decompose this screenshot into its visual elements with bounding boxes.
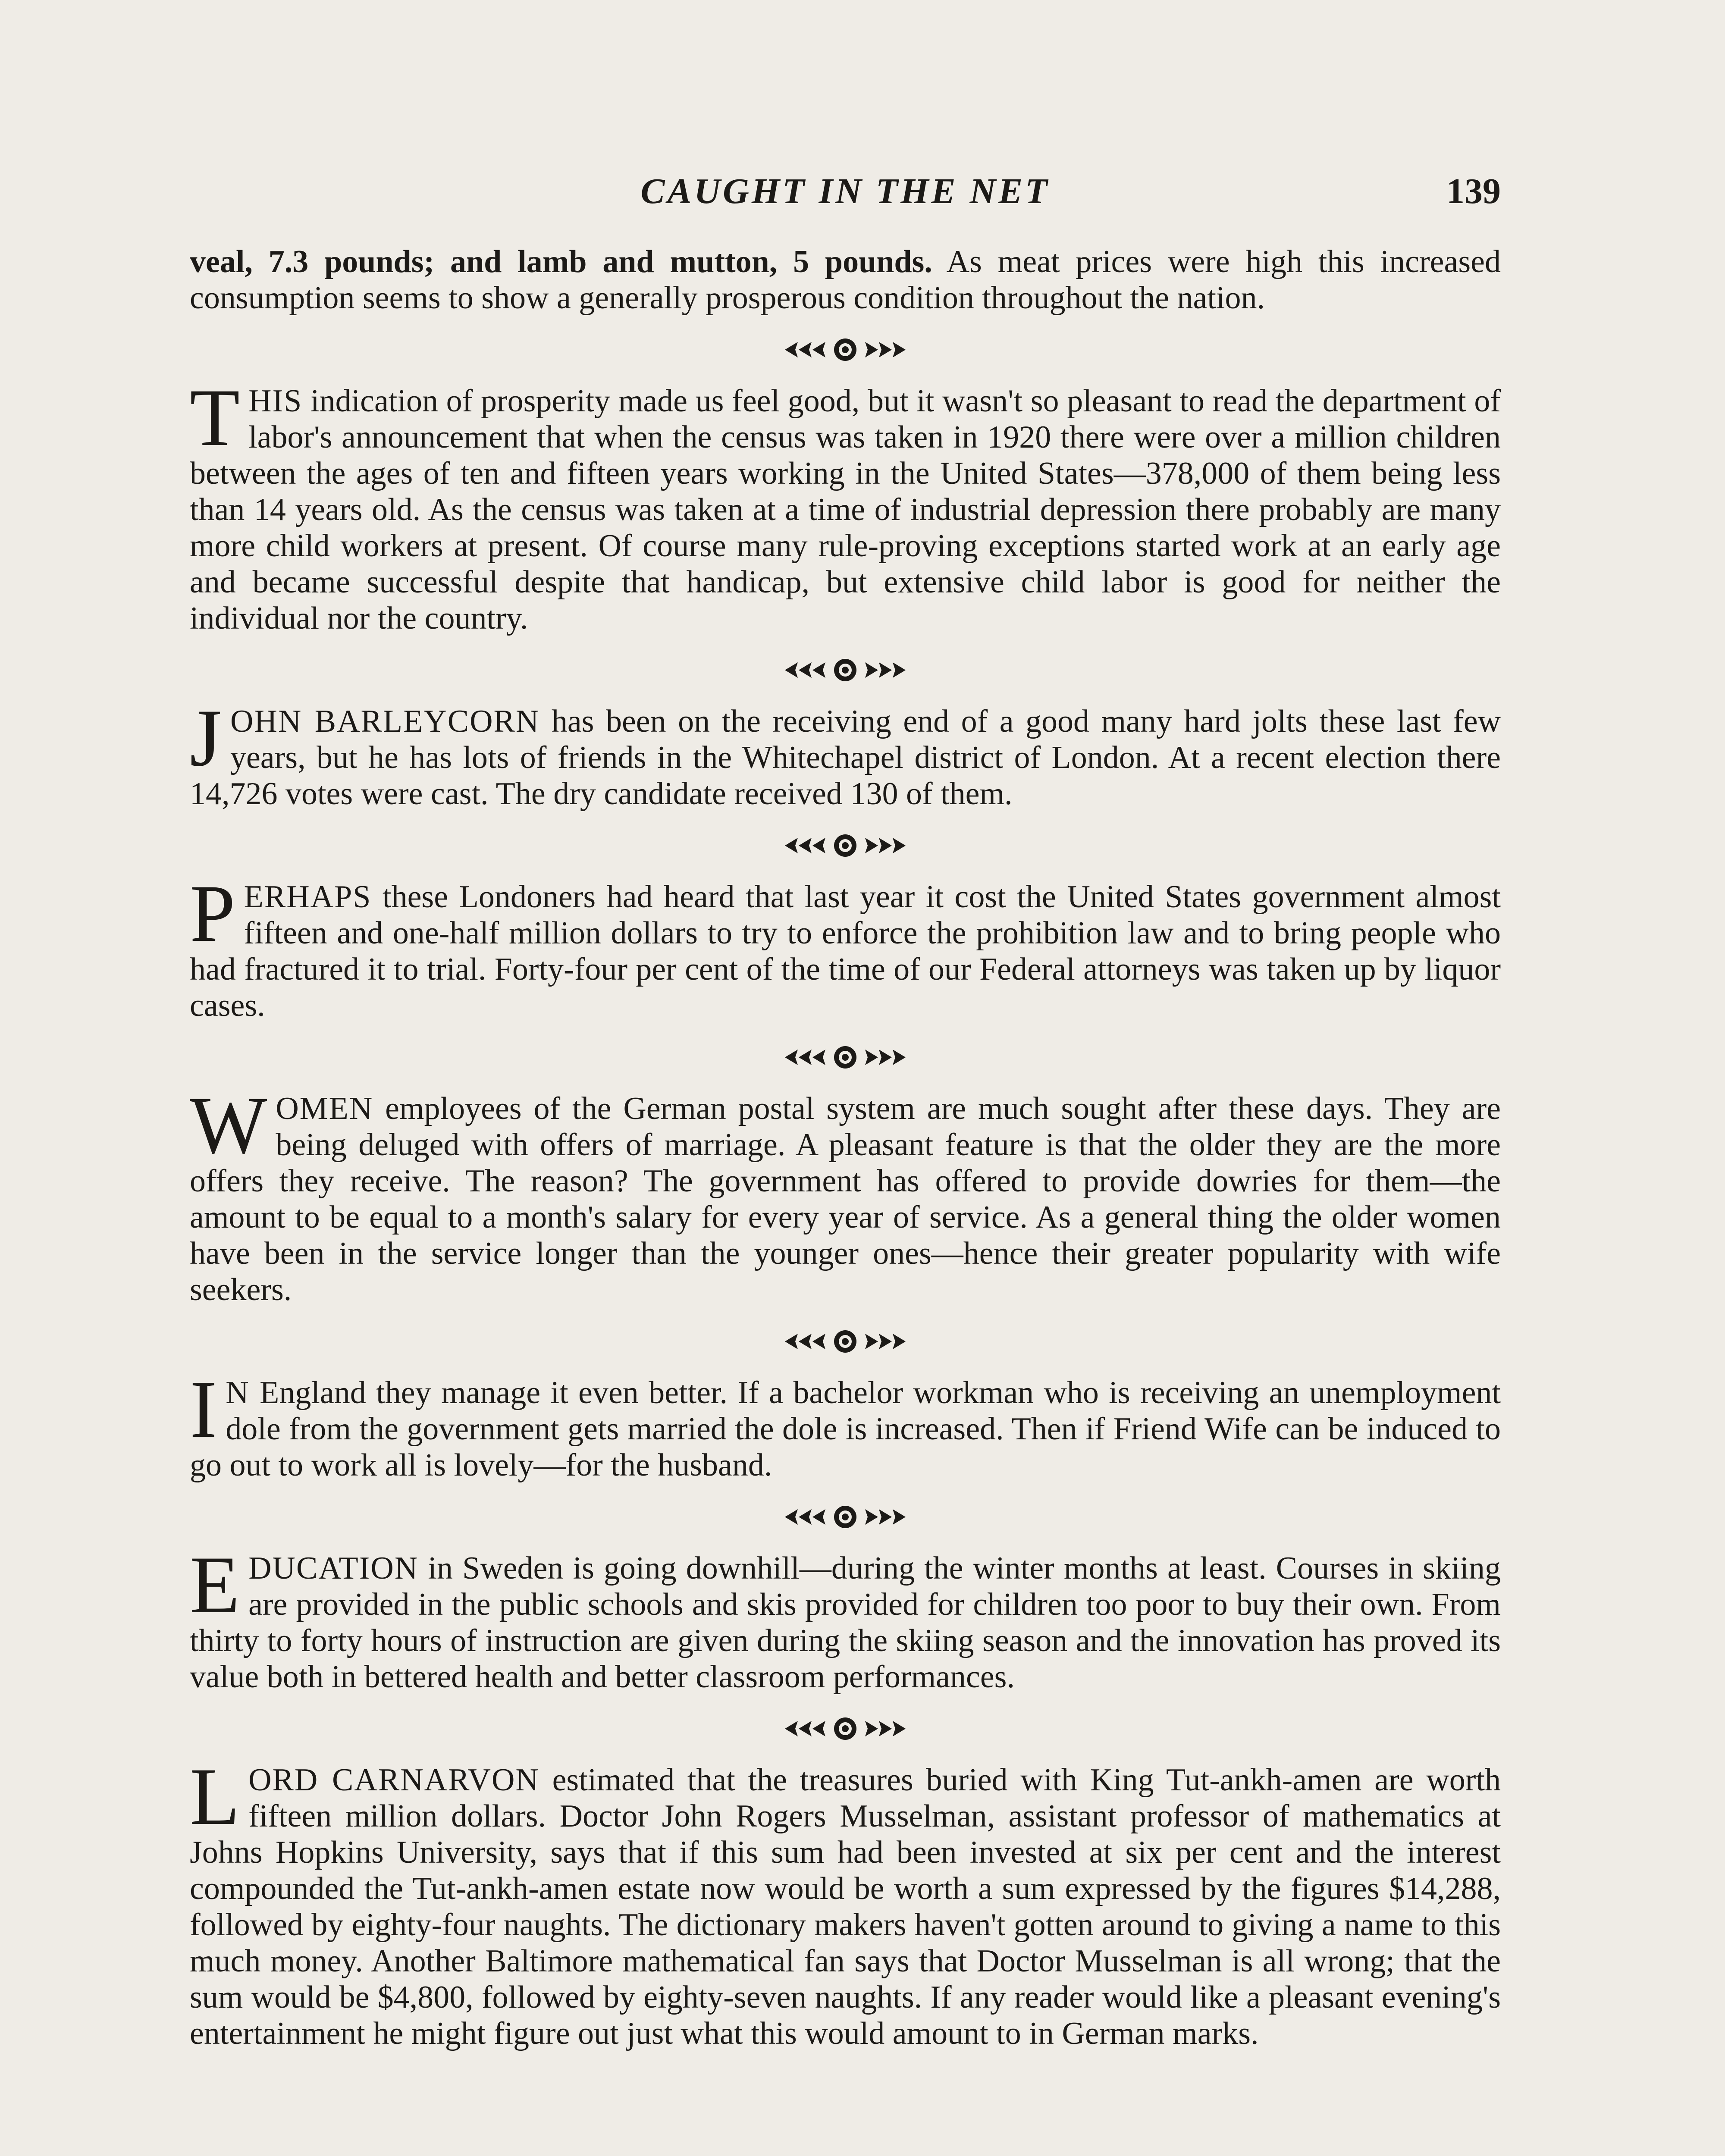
item-text: estimated that the treasures buried with King Tut-ankh-amen are worth fifteen million dollars. Doctor John Rogers Musselman, assistant professor of mathematics at Johns Hopkins University, says that if this sum had been invested at six per cent and the interest compounded the Tut-ankh-amen estate now would be worth a sum expressed by the figures $14,288, followed by eighty-four naughts. The dictionary makers haven't gotten around to giving a name to this much money. Another Baltimore mathematical fan says that Doctor Musselman is all wrong; that the sum would be $4,800, followed by eighty-seven naughts. If any reader would like a pleasant evening's entertainment he might figure out just what this would amount to in German marks. bbox=[190, 1762, 1501, 2051]
page-header bbox=[190, 170, 1501, 222]
section-ornament bbox=[190, 1695, 1501, 1762]
item-text: England they manage it even better. If a bachelor workman who is receiving an unemployment dole from the government gets married the dole is increased. Then if Friend Wife can be induced to go out to work all is lovely—for the husband. bbox=[190, 1375, 1501, 1483]
drop-cap: J bbox=[190, 693, 222, 783]
running-title: CAUGHT IN THE NET bbox=[640, 171, 1050, 211]
drop-cap: W bbox=[190, 1080, 267, 1171]
news-item bbox=[190, 1540, 1501, 1695]
item-lead: ERHAPS bbox=[244, 879, 372, 915]
section-ornament bbox=[190, 812, 1501, 879]
floral-ornament-icon bbox=[781, 1504, 910, 1530]
item-text: indication of prosperity made us feel good, but it wasn't so pleasant to read the department of labor's announcement that when the census was taken in 1920 there were over a million children between the ages of ten and fifteen years working in the United States—378,000 of them being less than 14 years old. As the census was taken at a time of industrial depression there probably are many more child workers at present. Of course many rule-proving exceptions started work at an early age and became successful despite that handicap, but extensive child labor is good for neither the individual nor the country. bbox=[190, 383, 1501, 636]
news-item bbox=[190, 1080, 1501, 1308]
item-lead: DUCATION bbox=[248, 1551, 419, 1586]
news-item bbox=[190, 1752, 1501, 2052]
section-ornament bbox=[190, 1024, 1501, 1091]
floral-ornament-icon bbox=[781, 657, 910, 683]
page-number: 139 bbox=[1446, 171, 1501, 211]
page-body bbox=[190, 244, 1501, 2052]
continued-paragraph bbox=[190, 244, 1501, 316]
floral-ornament-icon bbox=[781, 1329, 910, 1354]
news-item bbox=[190, 693, 1501, 812]
section-ornament bbox=[190, 316, 1501, 383]
drop-cap: E bbox=[190, 1540, 240, 1630]
news-item bbox=[190, 373, 1501, 636]
section-ornament bbox=[190, 1308, 1501, 1375]
item-text: employees of the German postal system are much sought after these days. They are being deluged with offers of marriage. A pleasant feature is that the older they are the more offers they receive. The reason? The government has offered to provide dowries for them—the amount to be equal to a month's salary for every year of service. As a general thing the older women have been in the service longer than the younger ones—hence their greater popularity with wife seekers. bbox=[190, 1091, 1501, 1307]
continued-paragraph-lead: veal, 7.3 pounds; and lamb and mutton, 5 pounds. bbox=[190, 244, 932, 279]
item-text: has been on the receiving end of a good many hard jolts these last few years, but he has lots of friends in the Whitechapel district of London. At a recent election there 14,726 votes were cast. The dry candidate received 130 of them. bbox=[190, 704, 1501, 812]
section-ornament bbox=[190, 1483, 1501, 1550]
continued-paragraph-text: As meat prices were high this increased consumption seems to show a generally prosperous condition throughout the nation. bbox=[190, 244, 1501, 316]
news-item bbox=[190, 1364, 1501, 1483]
item-lead: OMEN bbox=[276, 1091, 373, 1126]
news-item bbox=[190, 868, 1501, 1024]
floral-ornament-icon bbox=[781, 833, 910, 859]
section-ornament bbox=[190, 636, 1501, 703]
floral-ornament-icon bbox=[781, 337, 910, 363]
drop-cap: L bbox=[190, 1752, 240, 1842]
item-lead: N bbox=[226, 1375, 250, 1410]
floral-ornament-icon bbox=[781, 1044, 910, 1070]
item-lead: ORD CARNARVON bbox=[248, 1762, 539, 1798]
item-lead: HIS bbox=[248, 383, 303, 419]
drop-cap: I bbox=[190, 1364, 217, 1455]
floral-ornament-icon bbox=[781, 1716, 910, 1742]
item-text: these Londoners had heard that last year it cost the United States government almost fifteen and one-half million dollars to try to enforce the prohibition law and to bring people who had fractured it to trial. Forty-four per cent of the time of our Federal attorneys was taken up by liquor cases. bbox=[190, 879, 1501, 1023]
drop-cap: P bbox=[190, 868, 235, 959]
item-text: in Sweden is going downhill—during the winter months at least. Courses in skiing are provided in the public schools and skis provided for children too poor to buy their own. From thirty to forty hours of instruction are given during the skiing season and the innovation has proved its value both in bettered health and better classroom performances. bbox=[190, 1551, 1501, 1695]
drop-cap: T bbox=[190, 373, 240, 463]
item-lead: OHN BARLEYCORN bbox=[230, 704, 540, 739]
